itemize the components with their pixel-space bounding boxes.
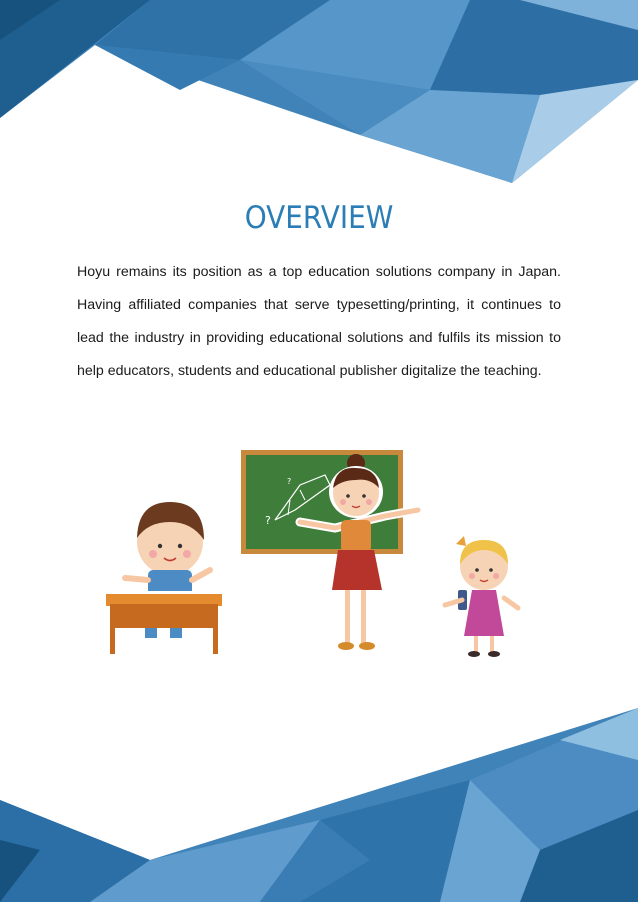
top-geometric-banner [0,0,638,190]
bottom-geometric-banner [0,700,638,902]
overview-paragraph: Hoyu remains its position as a top education solutions company in Japan. Having affiliated companies that serve typesetting/printing, it continues to lead the industry in providing educational solutions and fulfils its mission to help educators, students and educational publisher digitalize the teaching. [77,264,561,379]
page-title: OVERVIEW [244,200,394,236]
blackboard-mark-2: ? [287,477,292,486]
boy-at-desk [103,502,225,654]
classroom-illustration [100,440,530,665]
girl-figure [445,536,518,657]
blackboard-mark-1: ? [265,514,271,527]
blackboard [237,446,407,558]
